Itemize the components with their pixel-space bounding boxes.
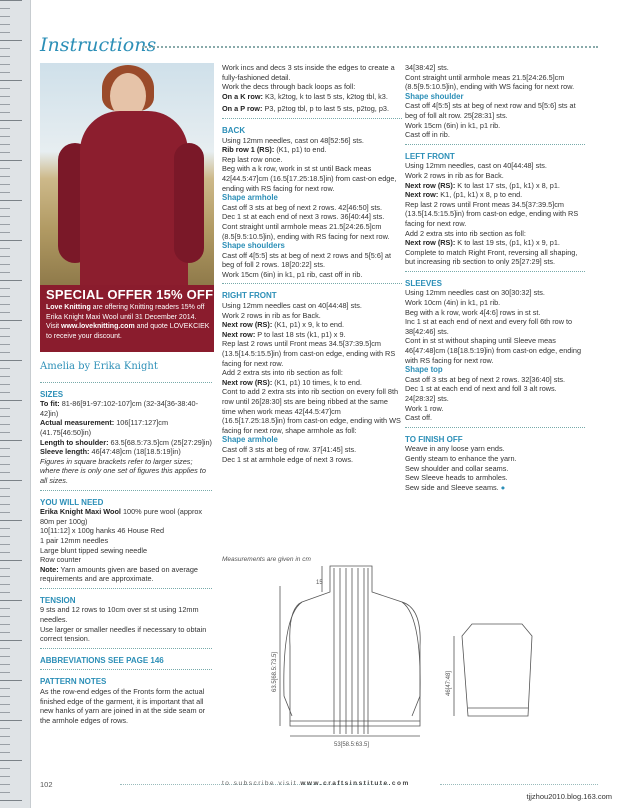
to-fit-value: 81-86[91-97:102-107]cm (32-34[36-38:40-42]in)	[40, 399, 199, 418]
rf-l4	[222, 330, 402, 340]
sizes-sleeve	[40, 447, 212, 457]
rf-l7-text: (K1, p1) 10 times, k to end.	[272, 377, 362, 387]
tension-text-1: 9 sts and 12 rows to 10cm over st st using 12mm needles.	[40, 605, 199, 625]
back-shape-shoulders: Shape shoulders	[222, 241, 285, 251]
body-outline	[290, 566, 420, 726]
back-l5: Cast off 3 sts at beg of next 2 rows. 42[46:50] sts.	[222, 202, 383, 212]
rf-l10: Dec 1 st at armhole edge of next 3 rows.	[222, 454, 354, 464]
you-will-need-heading: YOU WILL NEED	[40, 497, 104, 507]
lf-l4	[405, 190, 585, 200]
offer-url[interactable]: www.loveknitting.com	[61, 323, 135, 330]
sleeve-outline	[462, 624, 532, 716]
sizes-length	[40, 438, 212, 448]
lf-l7-text: K to last 19 sts, (p1, k1) x 9, p1.	[455, 238, 560, 248]
fin-l2: Gently steam to enhance the yarn.	[405, 453, 517, 463]
length-label: Length to shoulder:	[40, 437, 109, 447]
photo-cardigan	[80, 111, 188, 285]
lf-l8: Complete to match Right Front, reversing all shaping, but increasing rib section to only 25[27:29] sts.	[405, 247, 578, 267]
sl-l4: Inc 1 st at each end of next and every foll 6th row to 38[42:46] sts.	[405, 317, 573, 336]
sl-l7: Dec 1 st at each end of next and foll 3 alt rows. 24[28:32] sts.	[405, 384, 557, 403]
collar-dim-label: 15	[316, 580, 323, 586]
ruler-major-tick	[0, 640, 22, 641]
rf-l4-label: Next row:	[222, 329, 256, 339]
offer-heading: SPECIAL OFFER 15% OFF	[46, 287, 214, 302]
sl-l1: Using 12mm needles cast on 30[30:32] sts.	[405, 288, 545, 298]
to-fit-label: To fit:	[40, 399, 60, 409]
sl-l8: Work 1 row.	[405, 403, 444, 413]
ruler-major-tick	[0, 400, 22, 401]
page-title: Instructions	[40, 34, 157, 56]
sleeves-divider	[405, 427, 585, 428]
fin-l3: Sew shoulder and collar seams.	[405, 463, 509, 473]
back-divider	[222, 283, 402, 284]
ruler-major-tick	[0, 600, 22, 601]
offer-line2-post: and quote LOVEKCIEK to receive your discount.	[46, 323, 210, 340]
lf-divider	[405, 271, 585, 272]
ruler-major-tick	[0, 40, 22, 41]
counter-line: Row counter	[40, 555, 81, 565]
sizes-to-fit	[40, 399, 212, 418]
lf-l4-label: Next row:	[405, 190, 439, 200]
rf-l7-label: Next row (RS):	[222, 377, 273, 387]
c3-l4: Cast off in rib.	[405, 130, 450, 140]
sl-l9: Cast off.	[405, 413, 433, 423]
sewing-line: Large blunt tipped sewing needle	[40, 545, 148, 555]
back-l1: Using 12mm needles, cast on 48[52:56] sts.	[222, 135, 364, 145]
sl-l6: Cast off 3 sts at beg of next 2 rows. 32[36:40] sts.	[405, 374, 566, 384]
pattern-notes-heading: PATTERN NOTES	[40, 677, 107, 687]
c3-l1: Cont straight until armhole meas 21.5[24:26.5]cm (8.5[9.5:10.5]in), ending with WS facing for next row.	[405, 72, 575, 92]
back-l3: Rep last row once.	[222, 154, 283, 164]
yarn-detail: 100% pure wool (approx 80m per 100g)	[40, 507, 203, 526]
offer-line2-pre: Visit	[46, 323, 62, 330]
sizes-actual	[40, 418, 212, 437]
right-front-heading: RIGHT FRONT	[222, 291, 277, 301]
back-l2	[222, 145, 402, 155]
offer-line1: are offering Knitting readers 15% off Erika Knight Maxi Wool until 31 December 2014.	[46, 304, 205, 321]
needles-line: 1 pair 12mm needles	[40, 535, 109, 545]
page-ruler	[0, 0, 31, 808]
sleeve-height-label: 46[47:48]	[446, 670, 452, 696]
page-footer	[0, 780, 620, 808]
sl-l2: Work 10cm (4in) in k1, p1 rib.	[405, 298, 501, 308]
ruler-major-tick	[0, 440, 22, 441]
watermark: tjjzhou2010.blog.163.com	[526, 792, 612, 801]
rf-l3	[222, 320, 402, 330]
rf-l6: Add 2 extra sts into rib section as foll:	[222, 368, 343, 378]
k-row-text: K3, k2tog, k to last 5 sts, k2tog tbl, k3.	[262, 91, 388, 101]
abbr-divider	[40, 669, 212, 670]
ruler-major-tick	[0, 120, 22, 121]
k-row	[222, 92, 402, 102]
rf-l8: Cont to add 2 extra sts into rib section on every foll 8th row until 26[28:30] sts are being ribbed at the same time when work meas 42[44.5:47]cm (16.5[17.25:18.5]in) from cast-on edge, ending with WS facing for next row, shape armhole as foll:	[222, 387, 401, 435]
ruler-major-tick	[0, 560, 22, 561]
sizes-note	[40, 457, 212, 486]
back-shape-armhole: Shape armhole	[222, 193, 278, 203]
rf-l9: Cast off 3 sts at beg of row. 37[41:45] sts.	[222, 444, 357, 454]
c3-l3: Work 15cm (6in) in k1, p1 rib.	[405, 120, 501, 130]
footer-divider-right	[440, 784, 598, 785]
intro-1: Work incs and decs 3 sts inside the edges to create a fully-fashioned detail.	[222, 63, 395, 82]
fin-l1: Weave in any loose yarn ends.	[405, 444, 505, 454]
lf-l7-label: Next row (RS):	[405, 238, 456, 248]
ruler-major-tick	[0, 280, 22, 281]
intro-divider	[222, 118, 402, 119]
title-divider	[142, 46, 598, 48]
tension-divider	[40, 648, 212, 649]
tension-heading: TENSION	[40, 595, 76, 605]
rf-l3-label: Next row (RS):	[222, 320, 273, 330]
fin-l4: Sew Sleeve heads to armholes.	[405, 473, 508, 483]
length-value: 63.5[68.5:73.5]cm (25[27:29]in)	[108, 437, 212, 447]
page-number: 102	[40, 780, 53, 789]
c3-l2: Cast off 4[5:5] sts at beg of next row and 5[5:6] sts at beg of foll alt row. 25[28:31] sts.	[405, 101, 576, 120]
subscribe-line	[222, 780, 410, 787]
sizes-heading: SIZES	[40, 389, 64, 399]
yarn-line	[40, 507, 212, 526]
designer-title: Amelia by Erika Knight	[40, 361, 158, 372]
actual-label: Actual measurement:	[40, 418, 115, 428]
sl-shape-top: Shape top	[405, 365, 443, 375]
rf-l1: Using 12mm needles cast on 40[44:48] sts.	[222, 301, 362, 311]
hanks-line: 10[11:12] x 100g hanks 46 House Red	[40, 526, 165, 536]
intro-2: Work the decs through back loops as foll:	[222, 82, 356, 92]
subscribe-text: to subscribe visit	[222, 780, 301, 787]
pattern-notes-text: As the row-end edges of the Fronts form the actual finished edge of the garment, it is important that all new hanks of yarn are joined in at the side seam or the armhole edges of rows.	[40, 687, 206, 725]
sleeves-heading: SLEEVES	[405, 278, 442, 288]
back-l8: Cast off 4[5:5] sts at beg of next 2 rows and 5[5:6] at beg of foll 2 rows. 18[20:22] sts.	[222, 250, 392, 270]
back-l6: Dec 1 st at each end of next 3 rows. 36[40:44] sts.	[222, 212, 385, 222]
p-row-label: On a P row:	[222, 104, 263, 114]
p-row-text: P3, p2tog tbl, p to last 5 sts, p2tog, p3.	[262, 104, 389, 114]
abbreviations-link[interactable]: ABBREVIATIONS SEE PAGE 146	[40, 655, 164, 665]
column-1	[40, 355, 212, 725]
rf-shape-armhole: Shape armhole	[222, 435, 278, 445]
sizes-note-text: Figures in square brackets refer to larger sizes; where there is only one set of figures this applies to all sizes.	[40, 456, 206, 485]
c3-l0: 34[38:42] sts.	[405, 63, 449, 72]
sizes-divider	[40, 490, 212, 491]
ruler-major-tick	[0, 200, 22, 201]
c3-shape-shoulder: Shape shoulder	[405, 91, 464, 101]
column-3	[405, 63, 585, 492]
lf-l1: Using 12mm needles, cast on 40[44:48] sts.	[405, 161, 547, 171]
designer-divider	[40, 382, 212, 383]
end-bullet-icon: ●	[500, 482, 506, 492]
lf-l3-text: K to last 17 sts, (p1, k1) x 8, p1.	[455, 180, 560, 190]
lf-l5: Rep last 2 rows until Front meas 34.5[37:39.5]cm (13.5[14.5:15.5]in) from cast-on edge, ending with RS facing for next row.	[405, 199, 579, 228]
rib-row-text: (K1, p1) to end.	[274, 145, 327, 155]
ruler-major-tick	[0, 240, 22, 241]
ruler-major-tick	[0, 760, 22, 761]
k-row-label: On a K row:	[222, 91, 263, 101]
rib-row-label: Rib row 1 (RS):	[222, 145, 275, 155]
rf-end-divider	[405, 144, 585, 145]
back-l4: Beg with a k row, work in st st until Back meas 42[44.5:47]cm (16.5[17.25:18.5]in) from cast-on edge, ending with RS facing for next row.	[222, 164, 397, 193]
p-row	[222, 104, 402, 114]
diagram-caption: Measurements are given in cm	[222, 556, 311, 563]
rf-l4-text: P to last 18 sts (k1, p1) x 9.	[255, 329, 346, 339]
lf-l4-text: K1, (p1, k1) x 8, p to end.	[438, 190, 523, 200]
schematic-diagram	[222, 556, 582, 756]
actual-value: 106[117:127]cm (41.75[46:50]in)	[40, 418, 169, 437]
lf-l6: Add 2 extra sts into rib section as foll:	[405, 228, 526, 238]
ruler-major-tick	[0, 320, 22, 321]
rf-l7	[222, 378, 402, 388]
finish-heading: TO FINISH OFF	[405, 434, 463, 444]
lf-l3-label: Next row (RS):	[405, 180, 456, 190]
sl-l5: Cont in st st without shaping until Sleeve meas 46[47:48]cm (18[18.5:19]in) from cast-on edge, ending with RS facing for next row.	[405, 336, 582, 365]
lf-l3	[405, 181, 585, 191]
ruler-major-tick	[0, 680, 22, 681]
lf-l7	[405, 238, 585, 248]
back-heading: BACK	[222, 125, 246, 135]
ruler-major-tick	[0, 80, 22, 81]
column-2	[222, 63, 402, 464]
tension-text-2: Use larger or smaller needles if necessary to obtain correct tension.	[40, 624, 207, 644]
sleeve-label: Sleeve length:	[40, 447, 90, 457]
back-l7: Cont straight until armhole meas 21.5[24:26.5]cm (8.5[9.5:10.5]in), ending with RS facing for next row.	[222, 221, 390, 241]
height-dim-label: 63.5[68.5:73.5]	[272, 651, 278, 692]
rf-l5: Rep last 2 rows until Front meas 34.5[37:39.5]cm (13.5[14.5:15.5]in) from cast-on edge, ending with RS facing for next row.	[222, 339, 396, 368]
ruler-major-tick	[0, 480, 22, 481]
collar-ribs	[334, 568, 368, 734]
photo-arm-right	[174, 143, 204, 263]
offer-text	[46, 303, 210, 341]
back-l9: Work 15cm (6in) in k1, p1 rib, cast off in rib.	[222, 269, 363, 279]
need-divider	[40, 588, 212, 589]
width-dim-label: 53[58.5:63.5]	[334, 742, 370, 748]
fin-l5	[405, 483, 585, 493]
lf-l2: Work 2 rows in rib as for Back.	[405, 170, 504, 180]
yarn-note	[40, 565, 212, 584]
special-offer-box	[40, 285, 214, 352]
left-front-heading: LEFT FRONT	[405, 151, 455, 161]
subscribe-url[interactable]: www.craftsinstitute.com	[300, 780, 410, 787]
note-label: Note:	[40, 564, 59, 574]
body-sleeve-left	[284, 602, 302, 716]
note-text: Yarn amounts given are based on average requirements and are approximate.	[40, 564, 198, 584]
sleeve-value: 46[47:48]cm (18[18.5:19]in)	[89, 447, 181, 457]
ruler-major-tick	[0, 520, 22, 521]
offer-brand: Love Knitting	[46, 304, 91, 311]
yarn-name: Erika Knight Maxi Wool	[40, 507, 121, 517]
model-photo	[40, 63, 214, 285]
rf-l3-text: (K1, p1) x 9, k to end.	[272, 320, 345, 330]
ruler-major-tick	[0, 160, 22, 161]
fin-l5-text: Sew side and Sleeve seams.	[405, 482, 499, 492]
ruler-major-tick	[0, 720, 22, 721]
sl-l3: Beg with a k row, work 4[4:6] rows in st st.	[405, 307, 541, 317]
rf-l2: Work 2 rows in rib as for Back.	[222, 310, 321, 320]
ruler-major-tick	[0, 360, 22, 361]
ruler-major-tick	[0, 0, 22, 1]
